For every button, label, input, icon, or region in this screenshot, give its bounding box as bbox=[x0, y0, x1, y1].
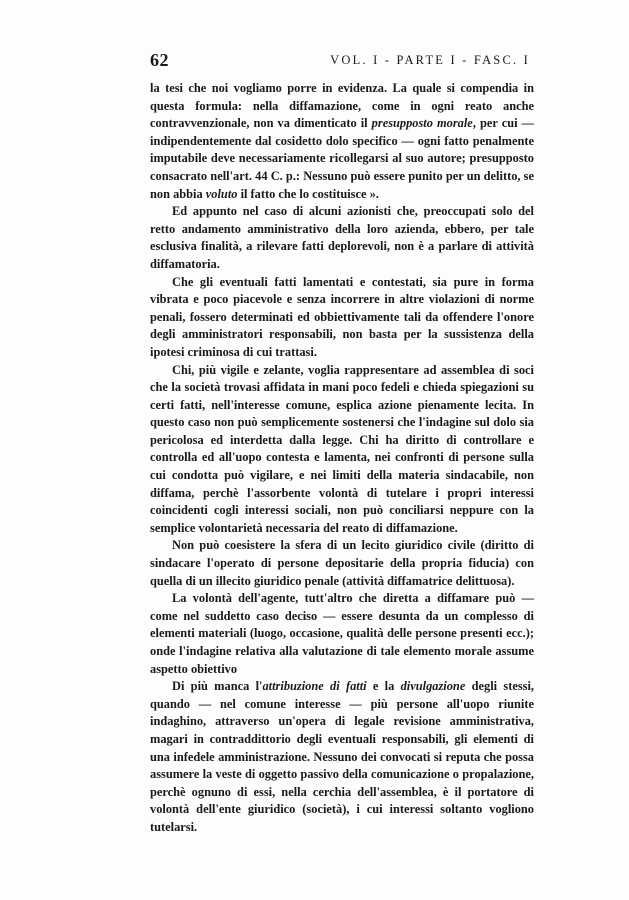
page-number: 62 bbox=[150, 50, 169, 70]
paragraph bbox=[150, 590, 534, 678]
text-run: e la bbox=[366, 679, 401, 694]
paragraph bbox=[150, 80, 534, 203]
text-run: Ed appunto nel caso di alcuni azionisti che, preoccupati solo del retto andamento amministrativo della loro azienda, ebbero, per tale esclusiva finalità, a rilevare fatti deplorevoli, non è a parlare di attività diffamatoria. bbox=[150, 204, 534, 271]
text-run: la tesi che noi vogliamo porre in evidenza. La quale si compendia in questa formula: nella diffamazione, come in ogni reato anche contravvenzionale, non va dimenticato il bbox=[150, 81, 534, 131]
paragraph bbox=[150, 678, 534, 836]
text-run: Chi, più vigile e zelante, voglia rappresentare ad assemblea di soci che la società trovasi affidata in mani poco fedeli e chieda spiegazioni su certi fatti, nell'interesse comune, esplica azione pienamente lecita. In questo caso non può semplicemente sostenersi che l'indagine sul dolo sia pericolosa ed interdetta dalla legge. Chi ha diritto di controllare e controlla ed all'uopo contesta e lamenta, nei confronti di persone sulla cui condotta può vigilare, e nei limiti della materia sindacabile, non diffama, perchè l'assorbente volontà di tutelare i propri interessi coincidenti cogli interessi sociali, non può conciliarsi neppure con la semplice volontarietà necessaria del reato di diffamazione. bbox=[150, 362, 534, 535]
text-run: Di più manca l' bbox=[172, 679, 263, 694]
italic-text: divulgazione bbox=[400, 679, 466, 694]
body-text bbox=[150, 80, 534, 837]
running-head: VOL. I - PARTE I - FASC. I bbox=[330, 53, 530, 67]
text-run: Non può coesistere la sfera di un lecito giuridico civile (diritto di sindacare l'operato di persone depositarie della propria fiducia) con quella di un illecito giuridico penale (attività diffamatrice delittuosa). bbox=[150, 538, 534, 588]
page-header bbox=[150, 50, 530, 72]
paragraph bbox=[150, 203, 534, 273]
italic-text: attribuzione di fatti bbox=[262, 679, 367, 694]
text-run: il fatto che lo costituisce ». bbox=[237, 186, 379, 201]
italic-text: voluto bbox=[205, 186, 238, 201]
paragraph bbox=[150, 362, 534, 538]
text-run: degli stessi, quando — nel comune interesse — più persone all'uopo riunite indaghino, attraverso un'opera di legale revisione amministrativa, magari in contraddittorio degli eventuali responsabili, gli elementi di una infedele amministrazione. Nessuno dei convocati si reputa che possa assumere la veste di oggetto passivo della comunicazione o propalazione, perchè ognuno di essi, nella cerchia dell'assemblea, è il portatore di volontà dell'ente giuridico (società), i cui interessi soltanto vogliono tutelarsi. bbox=[150, 679, 534, 834]
paragraph bbox=[150, 537, 534, 590]
text-run: Che gli eventuali fatti lamentati e contestati, sia pure in forma vibrata e poco piacevole e senza incorrere in altre violazioni di norme penali, fossero determinati ed obbiettivamente tali da offendere l'onore degli amministratori responsabili, non basta per la sussistenza della ipotesi criminosa di cui trattasi. bbox=[150, 274, 534, 359]
italic-text: presupposto morale bbox=[371, 116, 473, 131]
text-run: , per cui — indipendentemente dal cosidetto dolo specifico — ogni fatto penalmente imputabile deve necessariamente ricollegarsi al suo autore; presupposto consacrato nell'art. 44 C. p.: Nessuno può essere punito per un delitto, se non abbia bbox=[150, 116, 534, 201]
text-run: La volontà dell'agente, tutt'altro che diretta a diffamare può — come nel suddetto caso deciso — essere desunta da un complesso di elementi materiali (luogo, occasione, qualità delle persone presenti ecc.); onde l'indagine relativa alla valutazione di tale elemento morale assume aspetto obiettivo bbox=[150, 591, 534, 676]
paragraph bbox=[150, 274, 534, 362]
